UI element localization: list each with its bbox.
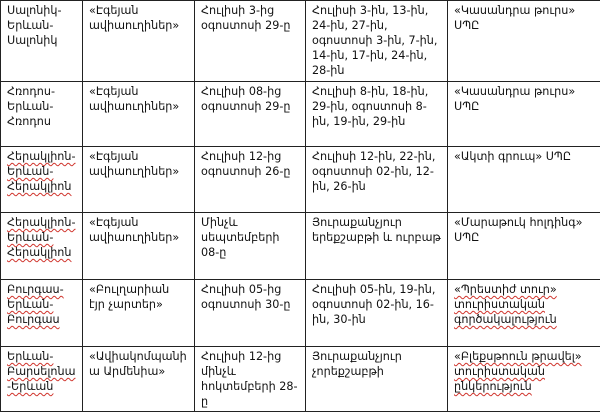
flight-dates-cell: Հուլիսի 12-ին, 22-ին, օգոստոսի 02-ին, 12-ին, 26-ին xyxy=(306,147,448,213)
tour-operator-cell: «Կասանդրա թուրս» ՍՊԸ xyxy=(448,1,600,82)
tour-operator-text: «Բլեքսթոուն թրավել» տուրիստական ընկերություն xyxy=(454,350,582,393)
airline-cell: «Էգեյան ավիաուղիներ» xyxy=(83,1,195,82)
route-cell xyxy=(1,280,83,347)
route-cell xyxy=(1,147,83,213)
airline-cell: «Էգեյան ավիաուղիներ» xyxy=(83,213,195,280)
table-row xyxy=(1,280,600,347)
table-row xyxy=(1,1,600,82)
period-cell: Հուլիսի 3-ից օգոստոսի 29-ը xyxy=(195,1,306,82)
route-text: Հերակլիոն-Երևան-Հերակլիոն xyxy=(7,150,76,193)
tour-operator-cell xyxy=(448,347,600,412)
flight-dates-cell: Յուրաքանչյուր երեքշաբթի և ուրբաթ xyxy=(306,213,448,280)
route-text: Երևան-Բարսելոնա-Երևան xyxy=(7,350,75,393)
route-cell: Սալոնիկ-Երևան-Սալոնիկ xyxy=(1,1,83,82)
table-row xyxy=(1,213,600,280)
tour-operator-cell: «Ակտի գրուպ» ՍՊԸ xyxy=(448,147,600,213)
route-cell xyxy=(1,213,83,280)
airline-cell: «Էգեյան ավիաուղիներ» xyxy=(83,147,195,213)
flight-dates-cell: Հուլիսի 05-ին, 19-ին, օգոստոսի 02-ին, 16-ին, 30-ին xyxy=(306,280,448,347)
tour-operator-cell: «Մարաթուկ հոլդինգ» ՍՊԸ xyxy=(448,213,600,280)
period-cell: Հուլիսի 12-ից մինչև հոկտեմբերի 28-ը xyxy=(195,347,306,412)
flight-dates-cell: Հուլիսի 3-ին, 13-ին, 24-ին, 27-ին, օգոստոսի 3-ին, 7-ին, 14-ին, 17-ին, 24-ին, 28-ին xyxy=(306,1,448,82)
tour-operator-cell xyxy=(448,280,600,347)
route-text: Բուրգաս-Երևան-Բուրգաս xyxy=(7,283,64,326)
period-cell: Մինչև սեպտեմբերի 08-ը xyxy=(195,213,306,280)
period-cell: Հուլիսի 12-ից օգոստոսի 26-ը xyxy=(195,147,306,213)
route-text: Հերակլիոն-Երևան-Հերակլիոն xyxy=(7,216,76,259)
tour-operator-text: «Պրեստիժ տուր» տուրիստական գործակալություն xyxy=(454,283,557,326)
airline-cell: «Էգեյան ավիաուղիներ» xyxy=(83,82,195,147)
period-cell: Հուլիսի 05-ից օգոստոսի 30-ը xyxy=(195,280,306,347)
tour-operator-cell: «Կասանդրա թուրս» ՍՊԸ xyxy=(448,82,600,147)
table-row xyxy=(1,347,600,412)
flight-dates-cell: Հուլիսի 8-ին, 18-ին, 29-ին, օգոստոսի 8-ին, 19-ին, 29-ին xyxy=(306,82,448,147)
route-cell: Հռոդոս-Երևան-Հռոդոս xyxy=(1,82,83,147)
airline-cell: «Բուլղարիան էյր չարտեր» xyxy=(83,280,195,347)
table-row xyxy=(1,147,600,213)
route-cell xyxy=(1,347,83,412)
airline-cell: «Ավիակոմպանիա Արմենիա» xyxy=(83,347,195,412)
table-row xyxy=(1,82,600,147)
flight-dates-cell: Յուրաքանչյուր չորեքշաբթի xyxy=(306,347,448,412)
period-cell: Հուլիսի 08-ից օգոստոսի 29-ը xyxy=(195,82,306,147)
